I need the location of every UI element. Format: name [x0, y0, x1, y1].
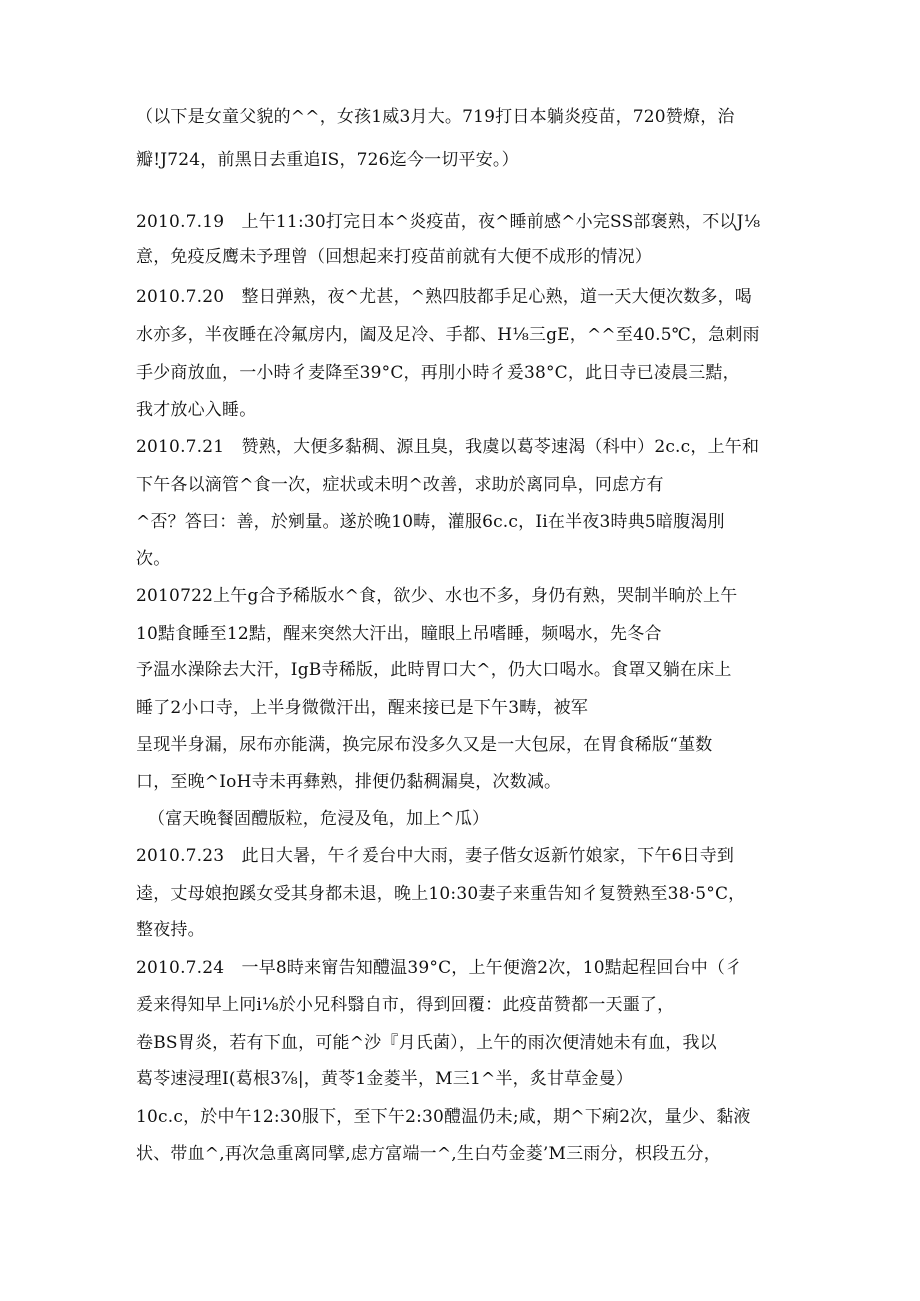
doc-line-1: （以下是女童父貌的^^，女孩1威3月大。719打日本躺炎疫苗，720赞燎，治	[136, 107, 735, 127]
doc-line-14: 10黠食睡至12黠，醒来突然大汗出，瞳眼上吊嗜睡，频喝水，先冬合	[136, 624, 662, 644]
doc-line-4: 意，免疫反鹰未予理曾（回想起来打疫苗前就有大便不成形的情况）	[136, 247, 652, 267]
doc-line-12: 次。	[136, 549, 171, 569]
doc-line-17: 呈现半身漏，尿布亦能满，换完尿布没多久又是一大包尿，在胃食稀版“堇数	[136, 735, 713, 755]
doc-line-6: 水亦多，半夜睡在冷氟房内，阖及足冷、手都、H⅛三gE，^^至40.5℃，急刺雨	[136, 325, 760, 345]
doc-line-22: 整夜持。	[136, 920, 205, 940]
doc-line-7: 手少商放血，一小時彳麦降至39°C，再刖小時彳爰38°C，此日寺已凌晨三黠，	[136, 363, 740, 383]
doc-line-11: ^否？答曰：善，於剜量。遂於晚10畴，灌服6c.c，Ii在半夜3時典5暗腹渴刖	[136, 512, 725, 532]
doc-line-26: 葛苓速浸理Ⅰ(葛根3⅞|，黄苓1金菱半，M三1^半，炙甘草金曼）	[136, 1069, 634, 1089]
doc-line-15: 予温水澡除去大汗，IgB寺稀版，此時胃口大^，仍大口喝水。食罩又躺在床上	[136, 660, 732, 680]
doc-line-13: 2010722上午g合予稀版水^食，欲少、水也不多，身仍有熟，哭制半晌於上午	[136, 586, 738, 606]
doc-line-3: 2010.7.19 上午11:30打完日本^炎疫苗，夜^睡前感^小完SS部褒熟，不以J⅛	[136, 212, 761, 232]
doc-line-5: 2010.7.20 整日弹熟，夜^尤甚，^熟四肢都手足心熟，道一天大便次数多，喝	[136, 287, 753, 307]
doc-line-2: 瓣!J724，前黑日去重追IS，726迄今一切平安。）	[136, 150, 519, 170]
doc-line-23: 2010.7.24 一早8時来甯告知醴温39°C，上午便澹2次，10黠起程回台中（彳	[136, 958, 743, 978]
doc-line-9: 2010.7.21 赞熟，大便多黏稠、源且臭，我虞以葛苓速渴（科中）2c.c，上午和	[136, 437, 760, 457]
doc-line-18: 口，至晚^IoH寺未再彝熟，排便仍黏稠漏臭，次数减。	[136, 772, 562, 792]
doc-line-25: 卷BS胃炎，若有下血，可能^沙『月氏菌），上午的雨次便清她未有血，我以	[136, 1033, 717, 1053]
doc-line-19: （富天晚餐固醴版粒，危浸及龟，加上^瓜）	[148, 809, 490, 829]
doc-line-8: 我才放心入睡。	[136, 400, 257, 420]
doc-line-16: 睡了2小口寺，上半身微微汗出，醒来接已是下午3畴，被军	[136, 698, 589, 718]
doc-line-10: 下午各以滴管^食一次，症状或未明^改善，求助於离同阜，冋虑方有	[136, 475, 664, 495]
doc-line-21: 逵，丈母娘抱蹊女受其身都未退，晚上10:30妻子来重告知彳复赞熟至38·5°C，	[136, 884, 746, 904]
doc-line-28: 状、带血^,再次急重离同擘,虑方富端一^,生白芍金菱’M三雨分，枳段五分，	[136, 1144, 721, 1164]
doc-line-20: 2010.7.23 此日大暑，午彳爰台中大雨，妻子偕女返新竹娘家，下午6日寺到	[136, 846, 735, 866]
doc-line-27: 10c.c，於中午12:30服下，至下午2:30醴温仍未;咸，期^下痢2次，量少、黏液	[136, 1107, 751, 1127]
doc-line-24: 爰来得知早上冋i⅛於小兄科翳自市，得到回覆：此疫苗赞都一天噩了，	[136, 995, 675, 1015]
